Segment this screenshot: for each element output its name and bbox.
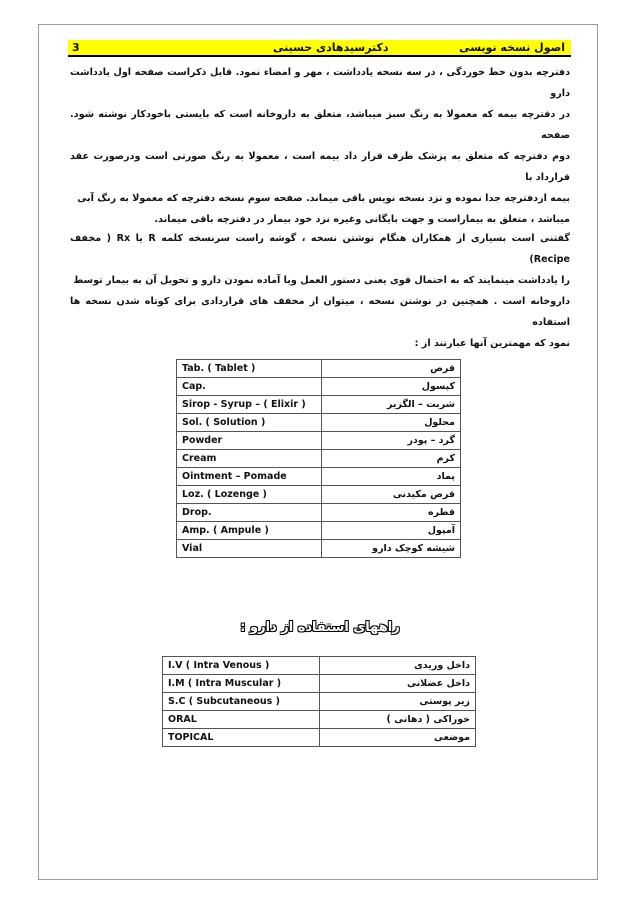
text-line: در دفترچه بیمه که معمولا به رنگ سبز میباشد، متعلق به داروخانه است که بایستی باخودکار نوشته شود. صفحه xyxy=(70,109,570,141)
form-persian: قرص مکیدنی xyxy=(321,486,460,504)
text-line: داروخانه است . همچنین در نوشتن نسخه ، میتوان از مخفف های قراردادی برای کوتاه شدن نسخه ها استفاده xyxy=(70,296,570,328)
table-row xyxy=(163,657,476,675)
form-persian: قطره xyxy=(321,504,460,522)
table-row xyxy=(163,729,476,747)
table-row xyxy=(177,396,461,414)
form-persian: کرم xyxy=(321,450,460,468)
form-english: Ointment – Pomade xyxy=(177,468,322,486)
paragraph-prescription-copies xyxy=(70,62,570,230)
table-row xyxy=(177,432,461,450)
route-english: I.M ( Intra Muscular ) xyxy=(163,675,320,693)
form-persian: قرص xyxy=(321,360,460,378)
route-english: S.C ( Subcutaneous ) xyxy=(163,693,320,711)
table-row xyxy=(177,504,461,522)
text-line: گفتنی است بسیاری از همکاران هنگام نوشتن نسخه ، گوشه راست سرنسخه کلمه R یا Rx ( مخفف Recipe) xyxy=(70,233,571,265)
route-persian: داخل عضلانی xyxy=(319,675,475,693)
route-persian: خوراکی ( دهانی ) xyxy=(319,711,475,729)
text-line: دفترچه بدون خط خوردگی ، در سه نسخه یادداشت ، مهر و امضاء نمود. قابل ذکراست صفحه اول یادداشت دارو xyxy=(70,67,570,99)
form-persian: گرد – پودر xyxy=(321,432,460,450)
text-line: بیمه ازدفترچه جدا نموده و نزد نسخه نویس باقی میماند. صفحه سوم نسخه دفترچه که معمولا به رنگ آبی xyxy=(77,193,570,204)
paragraph-abbreviations-intro xyxy=(70,228,570,354)
form-english: Amp. ( Ampule ) xyxy=(177,522,322,540)
text-line: نمود که مهمترین آنها عبارتند از : xyxy=(414,338,570,349)
form-english: Vial xyxy=(177,540,322,558)
form-persian: محلول xyxy=(321,414,460,432)
dosage-forms-table xyxy=(176,359,461,558)
route-english: ORAL xyxy=(163,711,320,729)
form-persian: پماد xyxy=(321,468,460,486)
form-persian: شیشه کوچک دارو xyxy=(321,540,460,558)
routes-heading: راههای استفاده از دارو : xyxy=(240,620,400,635)
route-persian: زیر پوستی xyxy=(319,693,475,711)
table-row xyxy=(177,540,461,558)
table-row xyxy=(177,468,461,486)
table-row xyxy=(177,522,461,540)
text-line: را یادداشت مینمایند که به احتمال قوی یعنی دستور العمل ویا آماده نمودن دارو و تحویل آن به بیمار توسط xyxy=(73,275,570,286)
route-english: I.V ( Intra Venous ) xyxy=(163,657,320,675)
routes-table xyxy=(162,656,476,747)
table-row xyxy=(177,414,461,432)
form-persian: کپسول xyxy=(321,378,460,396)
form-english: Powder xyxy=(177,432,322,450)
form-english: Cream xyxy=(177,450,322,468)
route-persian: موضعی xyxy=(319,729,475,747)
table-row xyxy=(163,711,476,729)
table-row xyxy=(177,378,461,396)
form-persian: آمپول xyxy=(321,522,460,540)
route-persian: داخل وریدی xyxy=(319,657,475,675)
form-english: Tab. ( Tablet ) xyxy=(177,360,322,378)
table-row xyxy=(163,693,476,711)
table-row xyxy=(177,450,461,468)
table-row xyxy=(163,675,476,693)
form-persian: شربت – الگزیر xyxy=(321,396,460,414)
document-title: اصول نسخه نویسی xyxy=(459,41,565,54)
text-line: میباشد ، متعلق به بیماراست و جهت بایگانی وغیره نزد خود بیمار در دفترچه باقی میماند. xyxy=(154,214,570,225)
table-row xyxy=(177,486,461,504)
table-row xyxy=(177,360,461,378)
page-number: 3 xyxy=(72,41,80,54)
form-english: Sirop - Syrup – ( Elixir ) xyxy=(177,396,322,414)
form-english: Sol. ( Solution ) xyxy=(177,414,322,432)
form-english: Cap. xyxy=(177,378,322,396)
route-english: TOPICAL xyxy=(163,729,320,747)
text-line: دوم دفترچه که متعلق به پزشک طرف قرار داد بیمه است ، معمولا به رنگ صورتی است ودرصورت عقد قرارداد با xyxy=(70,151,570,183)
author-name: دکترسیدهادی حسینی xyxy=(273,41,389,54)
form-english: Loz. ( Lozenge ) xyxy=(177,486,322,504)
form-english: Drop. xyxy=(177,504,322,522)
page-header xyxy=(68,40,571,57)
